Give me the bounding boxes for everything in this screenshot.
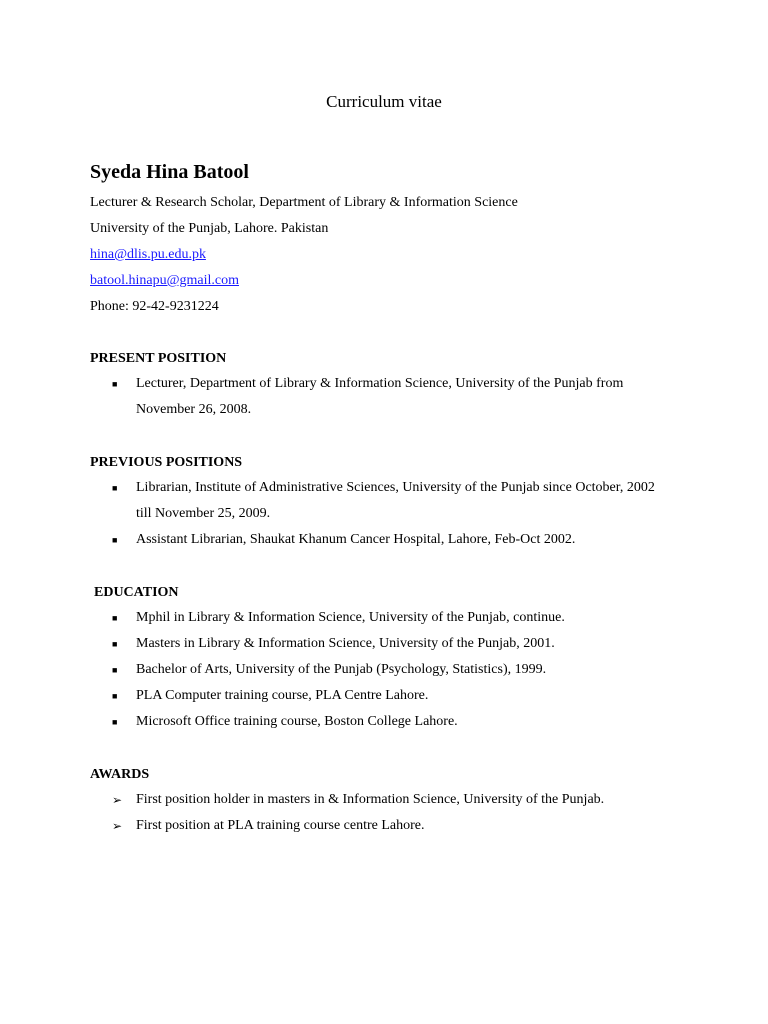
- address-line: University of the Punjab, Lahore. Pakistan: [90, 221, 329, 236]
- list-item: [112, 371, 672, 423]
- email-link-primary[interactable]: hina@dlis.pu.edu.pk: [90, 247, 206, 262]
- square-bullet-icon: ■: [112, 665, 118, 675]
- list-item: [112, 605, 672, 631]
- square-bullet-icon: ■: [112, 639, 118, 649]
- education-heading: EDUCATION: [94, 585, 179, 600]
- document-title: Curriculum vitae: [326, 92, 442, 111]
- list-item: [112, 813, 672, 839]
- present-position-heading: PRESENT POSITION: [90, 351, 227, 366]
- list-item-text: Microsoft Office training course, Boston College Lahore.: [136, 714, 458, 729]
- list-item: [112, 475, 672, 527]
- list-item: [112, 631, 672, 657]
- list-item: [112, 683, 672, 709]
- email-link-secondary[interactable]: batool.hinapu@gmail.com: [90, 273, 239, 288]
- list-item-text: First position at PLA training course centre Lahore.: [136, 818, 425, 833]
- phone-line: Phone: 92-42-9231224: [90, 299, 219, 314]
- list-item: [112, 527, 672, 553]
- square-bullet-icon: ■: [112, 717, 118, 727]
- square-bullet-icon: ■: [112, 483, 118, 493]
- designation-line: Lecturer & Research Scholar, Department of Library & Information Science: [90, 195, 518, 210]
- list-item-text: PLA Computer training course, PLA Centre Lahore.: [136, 688, 429, 703]
- list-item: [112, 787, 672, 813]
- list-item: [112, 709, 672, 735]
- awards-heading: AWARDS: [90, 767, 150, 782]
- previous-positions-heading: PREVIOUS POSITIONS: [90, 455, 243, 470]
- arrow-bullet-icon: ➢: [112, 793, 123, 807]
- list-item-text: First position holder in masters in & Information Science, University of the Punjab.: [136, 792, 605, 807]
- list-item-text: Mphil in Library & Information Science, University of the Punjab, continue.: [136, 610, 565, 625]
- list-item: [112, 657, 672, 683]
- arrow-bullet-icon: ➢: [112, 819, 123, 833]
- list-item-text: Librarian, Institute of Administrative Sciences, University of the Punjab since October, 2002 till November 25, 2009.: [136, 480, 655, 521]
- person-name: Syeda Hina Batool: [90, 161, 249, 183]
- list-item-text: Masters in Library & Information Science, University of the Punjab, 2001.: [136, 636, 555, 651]
- list-item-text: Lecturer, Department of Library & Information Science, University of the Punjab from November 26, 2008.: [136, 376, 624, 417]
- square-bullet-icon: ■: [112, 535, 118, 545]
- square-bullet-icon: ■: [112, 379, 118, 389]
- square-bullet-icon: ■: [112, 691, 118, 701]
- list-item-text: Bachelor of Arts, University of the Punjab (Psychology, Statistics), 1999.: [136, 662, 547, 677]
- square-bullet-icon: ■: [112, 613, 118, 623]
- list-item-text: Assistant Librarian, Shaukat Khanum Cancer Hospital, Lahore, Feb-Oct 2002.: [136, 532, 576, 547]
